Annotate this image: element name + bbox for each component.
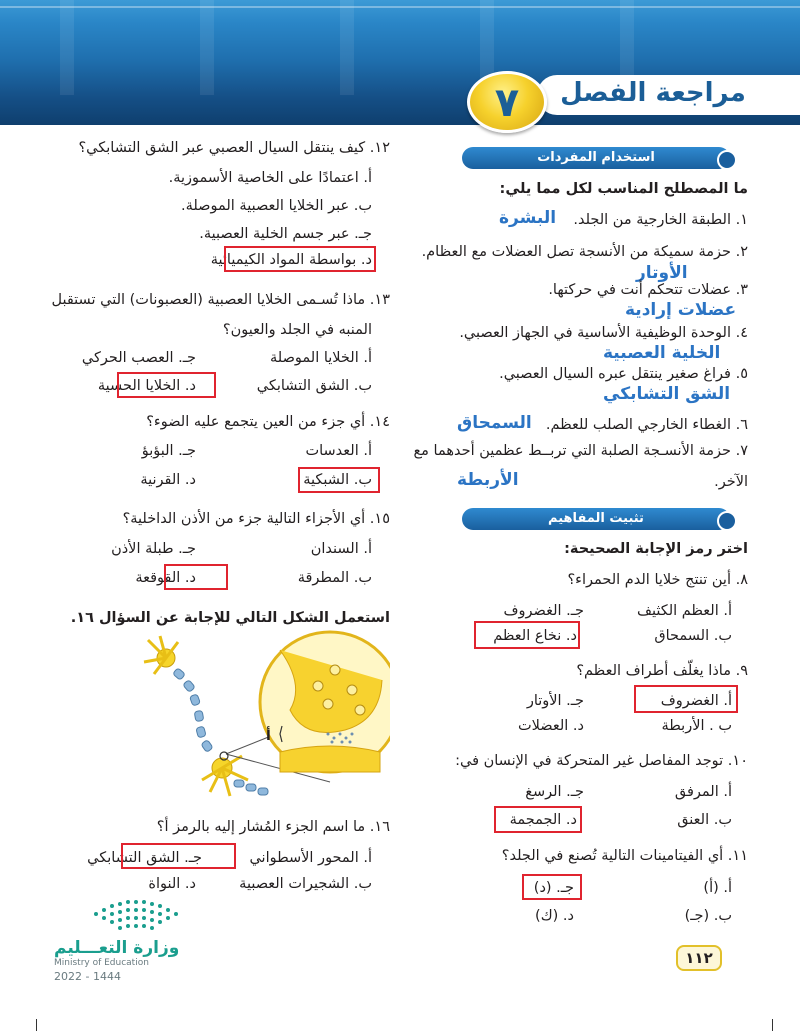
answer-highlight-box xyxy=(522,874,582,900)
q8-option-d: د. نخاع العظم xyxy=(493,628,577,644)
figure-label-a: أ xyxy=(266,728,271,744)
neuron-synapse-figure xyxy=(130,630,390,810)
q8-option-b: ب. السمحاق xyxy=(654,628,732,644)
q8-option-c: جـ. الغضروف xyxy=(503,603,584,619)
q16-question: ١٦. ما اسم الجزء المُشار إليه بالرمز أ؟ xyxy=(156,819,390,835)
vocab-instruction: ما المصطلح المناسب لكل مما يلي: xyxy=(499,181,748,197)
q12-option-c: جـ. عبر جسم الخلية العصبية. xyxy=(199,226,372,242)
q13-option-d: د. الخلايا الحسية xyxy=(97,378,196,394)
q10-option-a: أ. المرفق xyxy=(674,784,732,800)
vocab-answer-1: البشرة xyxy=(499,208,557,228)
q12-option-b: ب. عبر الخلايا العصبية الموصلة. xyxy=(181,198,372,214)
answer-highlight-box xyxy=(298,467,380,493)
vocab-item-5: ٥. فراغ صغير ينتقل عبره السيال العصبي. xyxy=(499,366,748,382)
q11-option-d: د. (ك) xyxy=(535,908,574,924)
answer-highlight-box xyxy=(121,843,236,869)
answer-highlight-box xyxy=(164,564,228,590)
q16-option-a: أ. المحور الأسطواني xyxy=(249,850,372,866)
axon xyxy=(173,668,214,753)
vocab-item-3: ٣. عضلات تتحكم أنت في حركتها. xyxy=(548,282,748,298)
q9-option-d: د. العضلات xyxy=(518,718,584,734)
page-title: مراجعة الفصل xyxy=(560,78,746,108)
q16-option-b: ب. الشجيرات العصبية xyxy=(239,876,372,892)
vocab-heading: استخدام المفردات xyxy=(462,147,730,169)
q16-option-d: د. النواة xyxy=(148,876,196,892)
vocab-item-7-cont: الآخر. xyxy=(714,474,748,490)
q11-question: ١١. أي الفيتامينات التالية تُصنع في الجلد؟ xyxy=(501,848,748,864)
neuron-cell-body xyxy=(144,636,178,674)
crop-mark xyxy=(36,1019,37,1031)
answer-highlight-box xyxy=(494,806,582,833)
edition-year: 2022 - 1444 xyxy=(54,970,121,983)
page-number: ١١٢ xyxy=(676,945,722,971)
vocab-item-2: ٢. حزمة سميكة من الأنسجة تصل العضلات مع العظام. xyxy=(421,244,748,260)
answer-highlight-box xyxy=(634,685,738,713)
q12-question: ١٢. كيف ينتقل السيال العصبي عبر الشق التشابكي؟ xyxy=(78,140,390,156)
concepts-heading: تثبيت المفاهيم xyxy=(462,508,730,530)
concepts-instruction: اختر رمز الإجابة الصحيحة: xyxy=(564,541,748,557)
q15-option-a: أ. السندان xyxy=(310,541,372,557)
q14-question: ١٤. أي جزء من العين يتجمع عليه الضوء؟ xyxy=(146,414,390,430)
figure-instruction: استعمل الشكل التالي للإجابة عن السؤال ١٦. xyxy=(70,610,390,626)
vocab-answer-6: السمحاق xyxy=(457,413,532,433)
chapter-badge xyxy=(467,71,547,133)
answer-highlight-box xyxy=(117,372,216,398)
q10-option-c: جـ. الرسغ xyxy=(525,784,584,800)
q10-question: ١٠. توجد المفاصل غير المتحركة في الإنسان في: xyxy=(455,753,748,769)
q8-option-a: أ. العظم الكثيف xyxy=(636,603,732,619)
q11-option-a: أ. (أ) xyxy=(703,880,732,896)
q15-option-d: د. القوقعة xyxy=(135,570,196,586)
crop-mark xyxy=(772,1019,773,1031)
q12-option-d: د. بواسطة المواد الكيميائية xyxy=(210,252,372,268)
vocab-answer-5: الشق التشابكي xyxy=(603,384,731,404)
q10-option-b: ب. العنق xyxy=(677,812,732,828)
q13-option-b: ب. الشق التشابكي xyxy=(256,378,372,394)
vocab-answer-3: عضلات إرادية xyxy=(625,300,737,320)
vocab-answer-4: الخلية العصبية xyxy=(603,343,721,363)
q14-option-c: جـ. البؤبؤ xyxy=(141,443,196,459)
ministry-name-ar: وزارة التعـــليم xyxy=(54,938,180,958)
chapter-number: ٧ xyxy=(494,80,520,126)
q9-option-b: ب . الأربطة xyxy=(661,718,732,734)
q11-option-b: ب. (جـ) xyxy=(684,908,732,924)
vocab-answer-7: الأربطة xyxy=(457,470,519,490)
q9-question: ٩. ماذا يغلّف أطراف العظم؟ xyxy=(576,663,748,679)
q14-option-b: ب. الشبكية xyxy=(303,472,372,488)
ministry-logo-icon xyxy=(94,898,190,932)
answer-highlight-box xyxy=(474,621,580,649)
q15-question: ١٥. أي الأجزاء التالية جزء من الأذن الداخلية؟ xyxy=(122,511,390,527)
q9-option-a: أ. الغضروف xyxy=(660,693,732,709)
q13-option-a: أ. الخلايا الموصلة xyxy=(270,350,372,366)
q9-option-c: جـ. الأوتار xyxy=(526,693,584,709)
vocab-item-7: ٧. حزمة الأنسـجة الصلبة التي تربــط عظمين أحدهما مع xyxy=(413,443,748,459)
q11-option-c: جـ. (د) xyxy=(533,880,574,896)
q16-option-c: جـ. الشق التشابكي xyxy=(87,850,202,866)
q14-option-a: أ. العدسات xyxy=(305,443,372,459)
q8-question: ٨. أين تنتج خلايا الدم الحمراء؟ xyxy=(567,572,748,588)
answer-highlight-box xyxy=(224,246,376,272)
q15-option-c: جـ. طبلة الأذن xyxy=(111,541,196,557)
q15-option-b: ب. المطرقة xyxy=(297,570,372,586)
vocab-item-1: ١. الطبقة الخارجية من الجلد. xyxy=(573,212,748,228)
q14-option-d: د. القرنية xyxy=(140,472,196,488)
vocab-item-4: ٤. الوحدة الوظيفية الأساسية في الجهاز العصبي. xyxy=(459,325,748,341)
q13-option-c: جـ. العصب الحركي xyxy=(81,350,196,366)
q10-option-d: د. الجمجمة xyxy=(509,812,577,828)
ministry-name-en: Ministry of Education xyxy=(54,958,149,968)
q12-option-a: أ. اعتمادًا على الخاصية الأسموزية. xyxy=(168,170,372,186)
q13-question-cont: المنبه في الجلد والعيون؟ xyxy=(222,322,372,338)
q13-question: ١٣. ماذا تُسـمى الخلايا العصبية (العصبونات) التي تستقبل xyxy=(51,292,390,308)
vocab-item-6: ٦. الغطاء الخارجي الصلب للعظم. xyxy=(545,417,748,433)
vocab-answer-2: الأوتار xyxy=(636,263,688,283)
